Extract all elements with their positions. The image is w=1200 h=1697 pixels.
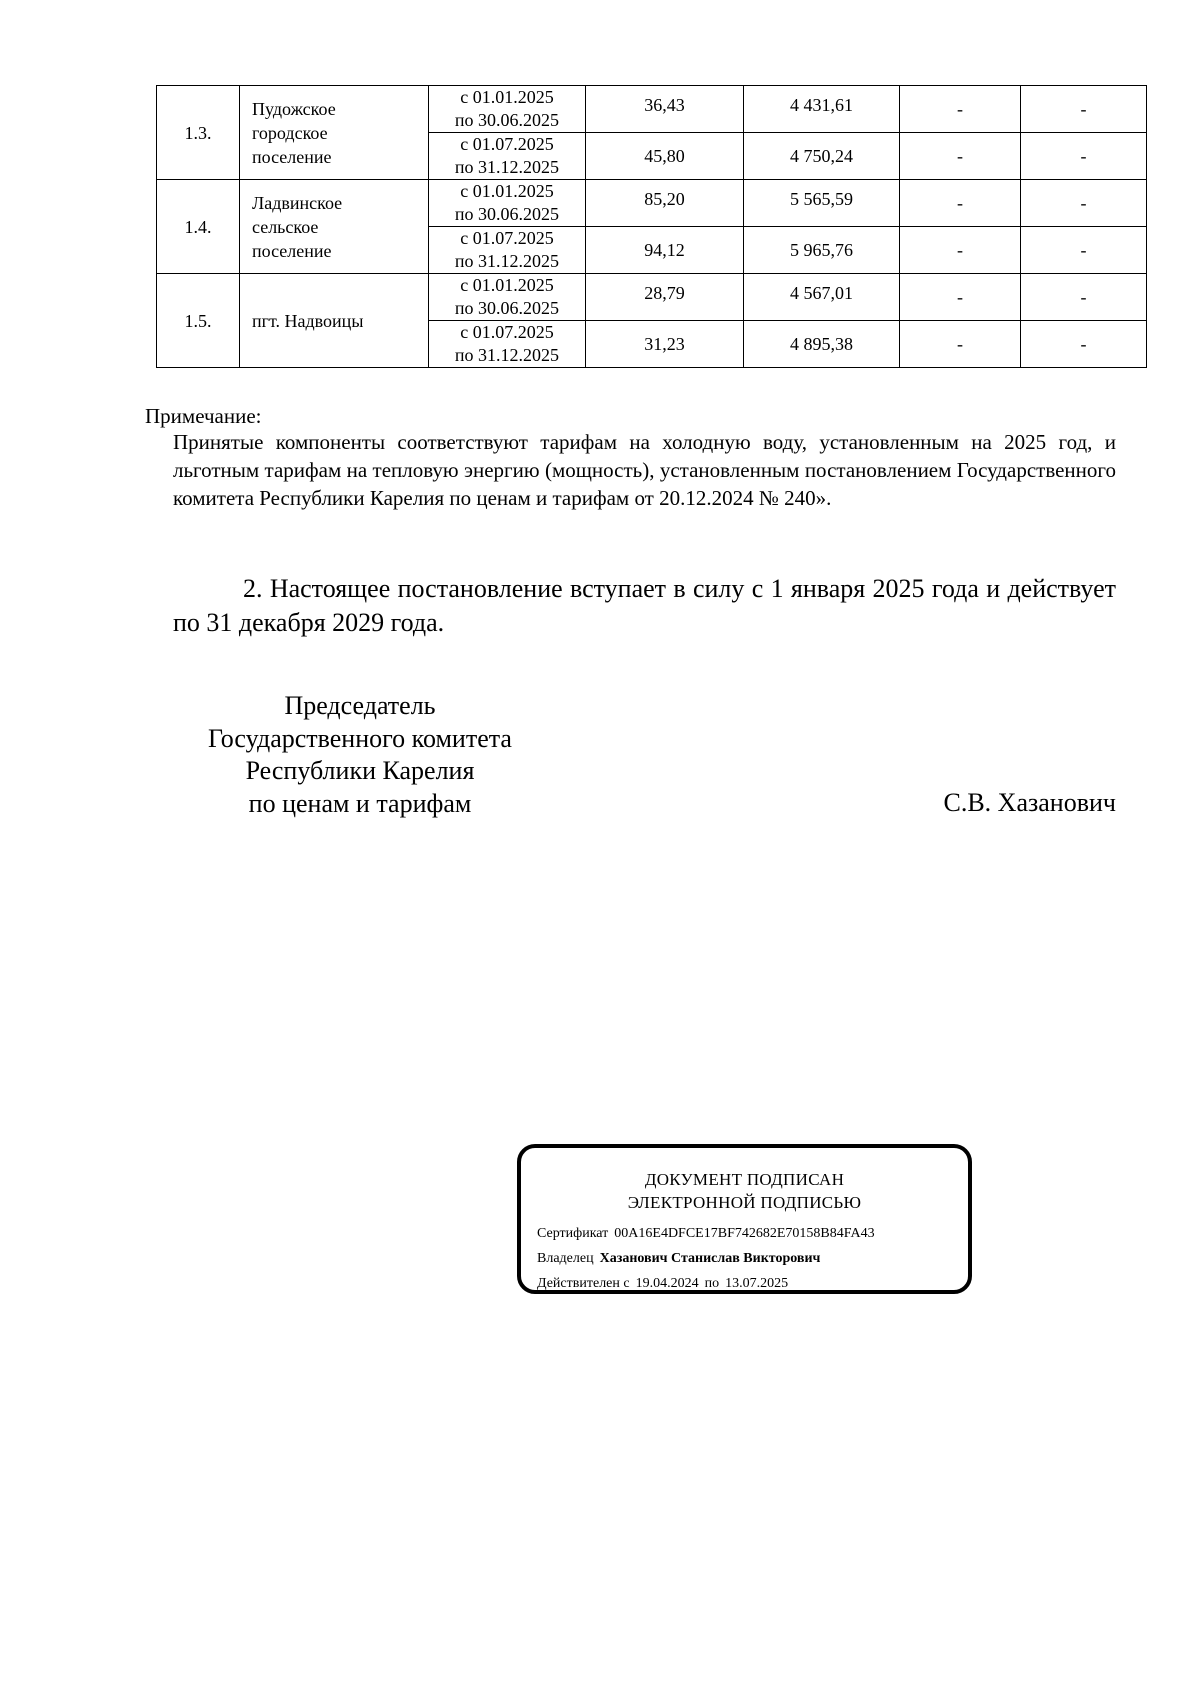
- period-to: по 30.06.2025: [454, 110, 560, 130]
- certificate-label: Сертификат: [537, 1226, 609, 1241]
- electronic-signature-stamp: [517, 1144, 972, 1294]
- value-2: 5 565,59: [790, 189, 853, 209]
- value-cell: [586, 180, 744, 227]
- period-cell: [429, 86, 586, 133]
- note-text: Принятые компоненты соответствуют тарифам на холодную воду, установленным на 2025 год, и льготным тарифам на тепловую энергию (мощность), установленным постановлением Государственного комитета Республики Карелия по ценам и тарифам от 20.12.2024 № 240».: [173, 430, 1116, 510]
- row-number: 1.3.: [157, 86, 240, 180]
- period-cell: [429, 274, 586, 321]
- validity-line: [537, 1275, 788, 1293]
- value-3: -: [957, 146, 963, 166]
- validity-from: 19.04.2024: [635, 1276, 699, 1291]
- settlement-name: [240, 274, 429, 368]
- period-to: по 31.12.2025: [454, 345, 560, 365]
- settlement-name-line: Ладвинское: [252, 192, 343, 213]
- value-4: -: [1080, 99, 1087, 119]
- value-cell: [1021, 133, 1147, 180]
- certificate-line: [537, 1225, 875, 1243]
- period-cell: [429, 133, 586, 180]
- value-1: 31,23: [644, 334, 685, 354]
- value-3: -: [957, 287, 963, 307]
- value-cell: [1021, 227, 1147, 274]
- value-4: -: [1080, 240, 1087, 260]
- clause-paragraph: 2. Настоящее постановление вступает в силу с 1 января 2025 года и действует по 31 декабря 2029 года.: [173, 574, 1116, 637]
- period-from: с 01.01.2025: [460, 87, 554, 107]
- value-cell: [900, 180, 1021, 227]
- value-2: 4 895,38: [790, 334, 853, 354]
- period-to: по 30.06.2025: [454, 204, 560, 224]
- value-2: 4 431,61: [790, 95, 853, 115]
- value-2: 4 567,01: [790, 283, 853, 303]
- value-3: -: [957, 99, 963, 119]
- period-from: с 01.07.2025: [460, 228, 554, 248]
- signer-title-line: по ценам и тарифам: [248, 788, 472, 818]
- value-cell: [1021, 180, 1147, 227]
- owner-value: Хазанович Станислав Викторович: [599, 1251, 821, 1266]
- value-cell: [744, 86, 900, 133]
- settlement-name-line: Пудожское: [252, 98, 336, 119]
- tariff-table: [156, 85, 1147, 368]
- value-cell: [744, 321, 900, 368]
- value-4: -: [1080, 193, 1087, 213]
- settlement-name-line: сельское: [252, 216, 319, 237]
- value-3: -: [957, 334, 963, 354]
- period-to: по 30.06.2025: [454, 298, 560, 318]
- validity-to-label: по: [704, 1276, 720, 1291]
- value-1: 85,20: [644, 189, 685, 209]
- value-cell: [586, 227, 744, 274]
- owner-line: [537, 1250, 820, 1268]
- value-3: -: [957, 240, 963, 260]
- value-2: 5 965,76: [790, 240, 853, 260]
- settlement-name: [240, 180, 429, 274]
- owner-label: Владелец: [537, 1251, 594, 1266]
- value-cell: [1021, 274, 1147, 321]
- value-cell: [1021, 321, 1147, 368]
- signer-title: [170, 690, 550, 820]
- signer-title-line: Государственного комитета: [208, 723, 512, 753]
- value-cell: [900, 274, 1021, 321]
- value-cell: [900, 86, 1021, 133]
- signer-name: С.В. Хазанович: [943, 788, 1116, 817]
- settlement-name: [240, 86, 429, 180]
- value-4: -: [1080, 287, 1087, 307]
- value-cell: [900, 227, 1021, 274]
- settlement-name-line: поселение: [252, 146, 332, 167]
- value-1: 94,12: [644, 240, 685, 260]
- value-cell: [900, 133, 1021, 180]
- value-cell: [586, 274, 744, 321]
- stamp-title: [521, 1168, 968, 1214]
- settlement-name-line: пгт. Надвоицы: [252, 310, 364, 331]
- value-cell: [744, 227, 900, 274]
- value-4: -: [1080, 146, 1087, 166]
- value-cell: [744, 133, 900, 180]
- stamp-title-line: ЭЛЕКТРОННОЙ ПОДПИСЬЮ: [627, 1193, 862, 1212]
- period-from: с 01.01.2025: [460, 275, 554, 295]
- signer-title-line: Председатель: [284, 691, 436, 720]
- stamp-title-line: ДОКУМЕНТ ПОДПИСАН: [644, 1170, 845, 1189]
- value-cell: [586, 321, 744, 368]
- certificate-value: 00A16E4DFCE17BF742682E70158B84FA43: [614, 1226, 875, 1241]
- value-4: -: [1080, 334, 1087, 354]
- period-from: с 01.07.2025: [460, 322, 554, 342]
- value-cell: [900, 321, 1021, 368]
- period-from: с 01.07.2025: [460, 134, 554, 154]
- value-cell: [586, 133, 744, 180]
- period-to: по 31.12.2025: [454, 157, 560, 177]
- row-number: 1.5.: [157, 274, 240, 368]
- row-number: 1.4.: [157, 180, 240, 274]
- value-1: 45,80: [644, 146, 685, 166]
- value-cell: [1021, 86, 1147, 133]
- value-1: 36,43: [644, 95, 685, 115]
- signer-title-line: Республики Карелия: [245, 756, 475, 785]
- settlement-name-line: городское: [252, 122, 328, 143]
- value-3: -: [957, 193, 963, 213]
- period-to: по 31.12.2025: [454, 251, 560, 271]
- value-cell: [744, 274, 900, 321]
- period-cell: [429, 321, 586, 368]
- table-row: [157, 86, 1147, 133]
- validity-label: Действителен с: [537, 1276, 630, 1291]
- value-cell: [744, 180, 900, 227]
- settlement-name-line: поселение: [252, 240, 332, 261]
- value-2: 4 750,24: [790, 146, 853, 166]
- table-row: [157, 180, 1147, 227]
- period-cell: [429, 227, 586, 274]
- period-from: с 01.01.2025: [460, 181, 554, 201]
- table-row: [157, 274, 1147, 321]
- note-label: Примечание:: [145, 404, 262, 428]
- value-1: 28,79: [644, 283, 685, 303]
- validity-to: 13.07.2025: [725, 1276, 789, 1291]
- period-cell: [429, 180, 586, 227]
- value-cell: [586, 86, 744, 133]
